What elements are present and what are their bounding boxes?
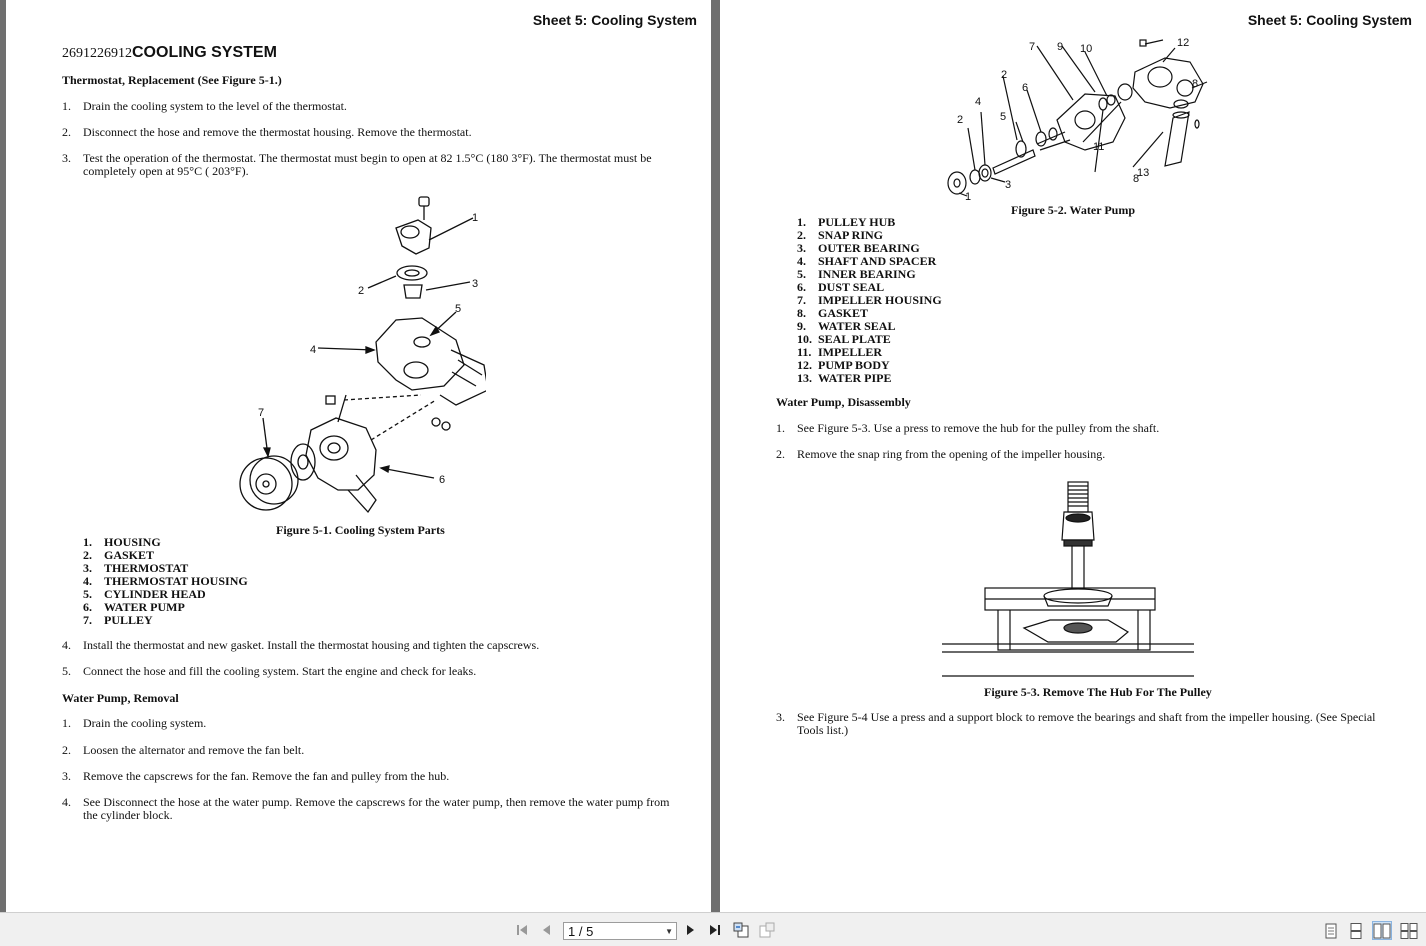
step-text: Remove the capscrews for the fan. Remove the fan and pulley from the hub. bbox=[83, 769, 450, 783]
callout-label: 6 bbox=[439, 474, 446, 486]
step-text-line: Tools list.) bbox=[797, 723, 849, 737]
press-hub-removal-figure bbox=[940, 478, 1200, 683]
continuous-view-icon[interactable] bbox=[1346, 921, 1366, 940]
step-text: Connect the hose and fill the cooling system. Start the engine and check for leaks. bbox=[83, 664, 477, 678]
callout-label: 12 bbox=[1177, 37, 1190, 49]
list-item: 13. WATER PIPE bbox=[797, 371, 892, 385]
callout-label: 9 bbox=[1057, 41, 1064, 53]
next-page-icon[interactable] bbox=[681, 921, 699, 939]
step-text-line: Test the operation of the thermostat. The thermostat must begin to open at 82 1.5°C (180 3°F). The thermostat must be bbox=[83, 151, 652, 165]
callout-label: 3 bbox=[1005, 179, 1012, 191]
step-number: 1. bbox=[62, 716, 71, 730]
figure-caption: Figure 5-3. Remove The Hub For The Pulley bbox=[984, 685, 1212, 699]
document-page-right bbox=[720, 0, 1426, 912]
callout-label: 1 bbox=[965, 191, 972, 203]
step-number: 1. bbox=[776, 421, 785, 435]
water-pump-exploded-figure bbox=[945, 32, 1215, 210]
step-text: Install the thermostat and new gasket. Install the thermostat housing and tighten the capscrews. bbox=[83, 638, 540, 652]
list-item: 8. GASKET bbox=[797, 306, 869, 320]
list-item: 9. WATER SEAL bbox=[797, 319, 896, 333]
step-number: 4. bbox=[62, 638, 71, 652]
list-item: 5. INNER BEARING bbox=[797, 267, 916, 281]
step-number: 4. bbox=[62, 795, 71, 809]
callout-label: 13 bbox=[1137, 167, 1150, 179]
list-item: 7. PULLEY bbox=[83, 613, 153, 627]
list-item: 2. SNAP RING bbox=[797, 228, 884, 242]
step-number: 2. bbox=[776, 447, 785, 461]
sheet-header: Sheet 5: Cooling System bbox=[532, 12, 697, 28]
callout-label: 4 bbox=[975, 96, 982, 108]
list-item: 2. GASKET bbox=[83, 548, 155, 562]
list-item: 5. CYLINDER HEAD bbox=[83, 587, 206, 601]
step-number: 5. bbox=[62, 664, 71, 678]
figure-caption: Figure 5-1. Cooling System Parts bbox=[276, 523, 445, 537]
step-number: 3. bbox=[776, 710, 785, 724]
page-number-input[interactable] bbox=[563, 922, 677, 940]
callout-label: 2 bbox=[957, 114, 964, 126]
callout-label: 4 bbox=[310, 344, 317, 356]
list-item: 3. THERMOSTAT bbox=[83, 561, 189, 575]
step-text: Remove the snap ring from the opening of the impeller housing. bbox=[797, 447, 1106, 461]
list-item: 4. SHAFT AND SPACER bbox=[797, 254, 937, 268]
page-title bbox=[62, 44, 277, 63]
step-text: Drain the cooling system. bbox=[83, 716, 207, 730]
title-text: COOLING SYSTEM bbox=[132, 44, 277, 61]
single-page-view-icon[interactable] bbox=[1321, 921, 1341, 940]
step-number: 3. bbox=[62, 769, 71, 783]
list-item: 4. THERMOSTAT HOUSING bbox=[83, 574, 248, 588]
previous-page-icon[interactable] bbox=[538, 921, 556, 939]
step-text: Drain the cooling system to the level of the thermostat. bbox=[83, 99, 347, 113]
document-page-left bbox=[6, 0, 711, 912]
callout-label: 7 bbox=[1029, 41, 1036, 53]
continuous-facing-view-icon[interactable] bbox=[1399, 921, 1419, 940]
callout-label: 8 bbox=[1133, 173, 1140, 185]
list-item: 12. PUMP BODY bbox=[797, 358, 890, 372]
step-text: Disconnect the hose and remove the thermostat housing. Remove the thermostat. bbox=[83, 125, 472, 139]
list-item: 1. HOUSING bbox=[83, 535, 161, 549]
navigation-toolbar bbox=[0, 912, 1426, 946]
facing-pages-view-icon[interactable] bbox=[1372, 921, 1392, 940]
first-page-icon[interactable] bbox=[513, 921, 531, 939]
step-number: 2. bbox=[62, 743, 71, 757]
step-number: 3. bbox=[62, 151, 71, 165]
page-indicator: 1 / 5 bbox=[568, 924, 594, 939]
go-back-view-icon[interactable] bbox=[732, 921, 750, 939]
parts-list bbox=[797, 216, 997, 385]
step-text-line: completely open at 95°C ( 203°F). bbox=[83, 164, 249, 178]
go-forward-view-icon[interactable] bbox=[758, 921, 776, 939]
step-text-line: See Disconnect the hose at the water pump. Remove the capscrews for the water pump, then remove the water pump from bbox=[83, 795, 670, 809]
title-number: 2691226912 bbox=[62, 46, 132, 61]
pump-removal-heading: Water Pump, Removal bbox=[62, 691, 179, 705]
list-item: 6. DUST SEAL bbox=[797, 280, 885, 294]
last-page-icon[interactable] bbox=[706, 921, 724, 939]
list-item: 3. OUTER BEARING bbox=[797, 241, 920, 255]
sheet-header: Sheet 5: Cooling System bbox=[1247, 12, 1412, 28]
figure-caption: Figure 5-2. Water Pump bbox=[1011, 203, 1135, 217]
thermostat-heading: Thermostat, Replacement (See Figure 5-1.) bbox=[62, 73, 282, 87]
chevron-down-icon[interactable]: ▼ bbox=[665, 927, 673, 936]
callout-label: 5 bbox=[1000, 111, 1007, 123]
step-text-line: See Figure 5-4 Use a press and a support block to remove the bearings and shaft from the impeller housing. (See Special bbox=[797, 710, 1376, 724]
list-item: 7. IMPELLER HOUSING bbox=[797, 293, 942, 307]
cooling-system-parts-figure bbox=[226, 190, 486, 520]
callout-label: 2 bbox=[1001, 69, 1008, 81]
step-text-line: the cylinder block. bbox=[83, 808, 173, 822]
callout-label: 7 bbox=[258, 407, 265, 419]
disassembly-heading: Water Pump, Disassembly bbox=[776, 395, 911, 409]
list-item: 1. PULLEY HUB bbox=[797, 215, 896, 229]
callout-label: 3 bbox=[472, 278, 479, 290]
callout-label: 10 bbox=[1080, 43, 1093, 55]
callout-label: 11 bbox=[1093, 141, 1105, 153]
callout-label: 1 bbox=[472, 212, 479, 224]
list-item: 10. SEAL PLATE bbox=[797, 332, 891, 346]
step-number: 1. bbox=[62, 99, 71, 113]
list-item: 6. WATER PUMP bbox=[83, 600, 185, 614]
callout-label: 6 bbox=[1022, 82, 1029, 94]
parts-list bbox=[83, 536, 333, 627]
step-text: Loosen the alternator and remove the fan belt. bbox=[83, 743, 305, 757]
callout-label: 8 bbox=[1192, 78, 1199, 90]
step-number: 2. bbox=[62, 125, 71, 139]
step-text: See Figure 5-3. Use a press to remove the hub for the pulley from the shaft. bbox=[797, 421, 1160, 435]
list-item: 11. IMPELLER bbox=[797, 345, 883, 359]
callout-label: 5 bbox=[455, 303, 462, 315]
callout-label: 2 bbox=[358, 285, 365, 297]
